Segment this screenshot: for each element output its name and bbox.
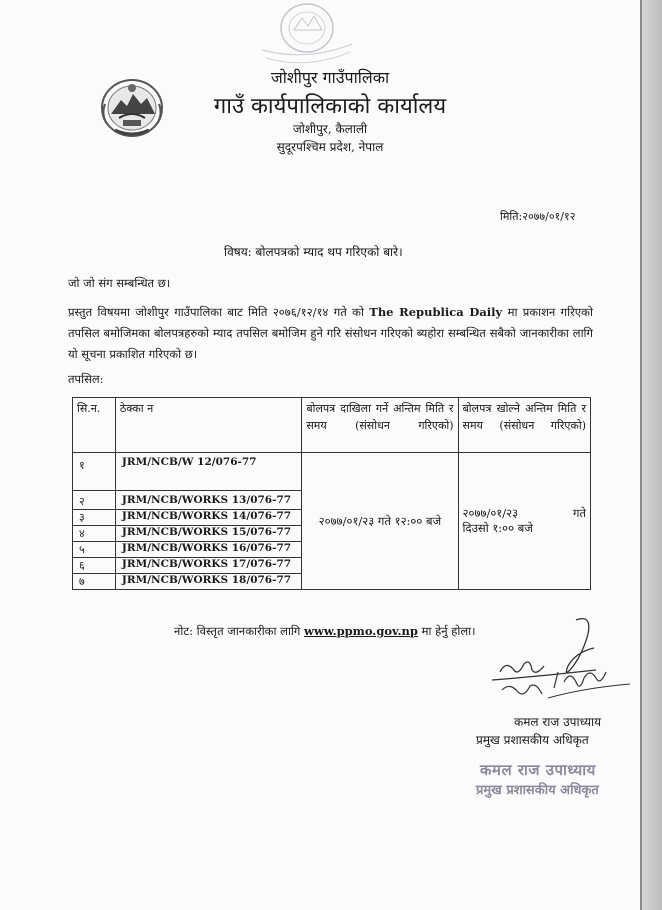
note-prefix: नोट: विस्तृत जानकारीका लागि bbox=[174, 624, 305, 638]
row-sn: ४ bbox=[73, 526, 116, 542]
row-sn: २ bbox=[73, 491, 116, 510]
table-row bbox=[73, 453, 591, 491]
row-contract-code: JRM/NCB/WORKS 15/076-77 bbox=[115, 526, 301, 542]
note-line bbox=[174, 624, 476, 639]
header-opening-date: बोलपत्र खोल्ने अन्तिम मिति र समय (संसोधन गरिएको) bbox=[458, 398, 590, 453]
row-sn: ६ bbox=[73, 558, 116, 574]
row-sn: ३ bbox=[73, 510, 116, 526]
municipality-name: जोशीपुर गाउँपालिका bbox=[270, 68, 390, 87]
body-text-part-2: मा प्रकाशन गरिएको तपसिल बमोजिमका बोलपत्रहरुको म्याद तपसिल बमोजिम हुने गरि संसोधन गरिएको ब्यहोरा सम्बन्धित सबैको जानकारीका लागि यो सूचना प्रकाशित गरिएको छ। bbox=[68, 305, 593, 361]
row-contract-code: JRM/NCB/WORKS 17/076-77 bbox=[115, 558, 301, 574]
signatory-designation: प्रमुख प्रशासकीय अधिकृत bbox=[476, 733, 589, 747]
body-text-part-1: प्रस्तुत विषयमा जोशीपुर गाउँपालिका बाट मिति २०७६/१२/१४ गते को bbox=[68, 305, 370, 319]
schedule-label: तपसिल: bbox=[68, 372, 104, 386]
row-contract-code: JRM/NCB/WORKS 16/076-77 bbox=[115, 542, 301, 558]
row-contract-code: JRM/NCB/WORKS 13/076-77 bbox=[115, 491, 301, 510]
office-seal-stamp bbox=[252, 0, 362, 70]
newspaper-name: The Republica Daily bbox=[369, 305, 503, 319]
nepal-emblem-icon bbox=[97, 74, 167, 142]
handwritten-signature bbox=[484, 612, 634, 712]
address-line-2: सुदूरपश्चिम प्रदेश, नेपाल bbox=[276, 140, 384, 154]
row-contract-code: JRM/NCB/WORKS 14/076-77 bbox=[115, 510, 301, 526]
note-suffix: मा हेर्नु होला। bbox=[417, 624, 476, 638]
header-submission-deadline: बोलपत्र दाखिला गर्ने अन्तिम मिति र समय (संसोधन गरिएको) bbox=[302, 398, 458, 453]
page-edge-shadow bbox=[640, 0, 662, 910]
row-contract-code: JRM/NCB/W 12/076-77 bbox=[115, 453, 301, 491]
row-contract-code: JRM/NCB/WORKS 18/076-77 bbox=[115, 574, 301, 590]
table-header-row bbox=[73, 398, 591, 453]
designation-stamp: प्रमुख प्रशासकीय अधिकृत bbox=[476, 783, 599, 798]
address-line-1: जोशीपुर, कैलाली bbox=[292, 122, 368, 136]
row-sn: ५ bbox=[73, 542, 116, 558]
name-stamp: कमल राज उपाध्याय bbox=[480, 761, 596, 779]
office-title: गाउँ कार्यपालिकाको कार्यालय bbox=[213, 94, 447, 119]
letter-subject: विषय: बोलपत्रको म्याद थप गरिएको बारे। bbox=[224, 245, 403, 259]
opening-date-text: २०७७/०१/२३ गते bbox=[462, 506, 586, 520]
ppmo-website-link[interactable]: www.ppmo.gov.np bbox=[304, 624, 418, 638]
signatory-name: कमल राज उपाध्याय bbox=[514, 715, 602, 729]
submission-deadline-cell: २०७७/०१/२३ गते १२:०० बजे bbox=[302, 453, 458, 590]
body-paragraph bbox=[68, 302, 593, 365]
row-sn: ७ bbox=[73, 574, 116, 590]
header-contract: ठेक्का न bbox=[115, 398, 301, 453]
opening-time-text: दिउसो १:०० बजे bbox=[462, 521, 533, 535]
salutation: जो जो संग सम्बन्धित छ। bbox=[68, 276, 171, 290]
opening-date-cell bbox=[458, 453, 590, 590]
page-edge-line bbox=[640, 0, 642, 910]
letter-date: मिति:२०७७/०१/१२ bbox=[500, 210, 576, 223]
header-sn: सि.न. bbox=[73, 398, 116, 453]
tender-schedule-table bbox=[72, 397, 591, 590]
row-sn: १ bbox=[73, 453, 116, 491]
